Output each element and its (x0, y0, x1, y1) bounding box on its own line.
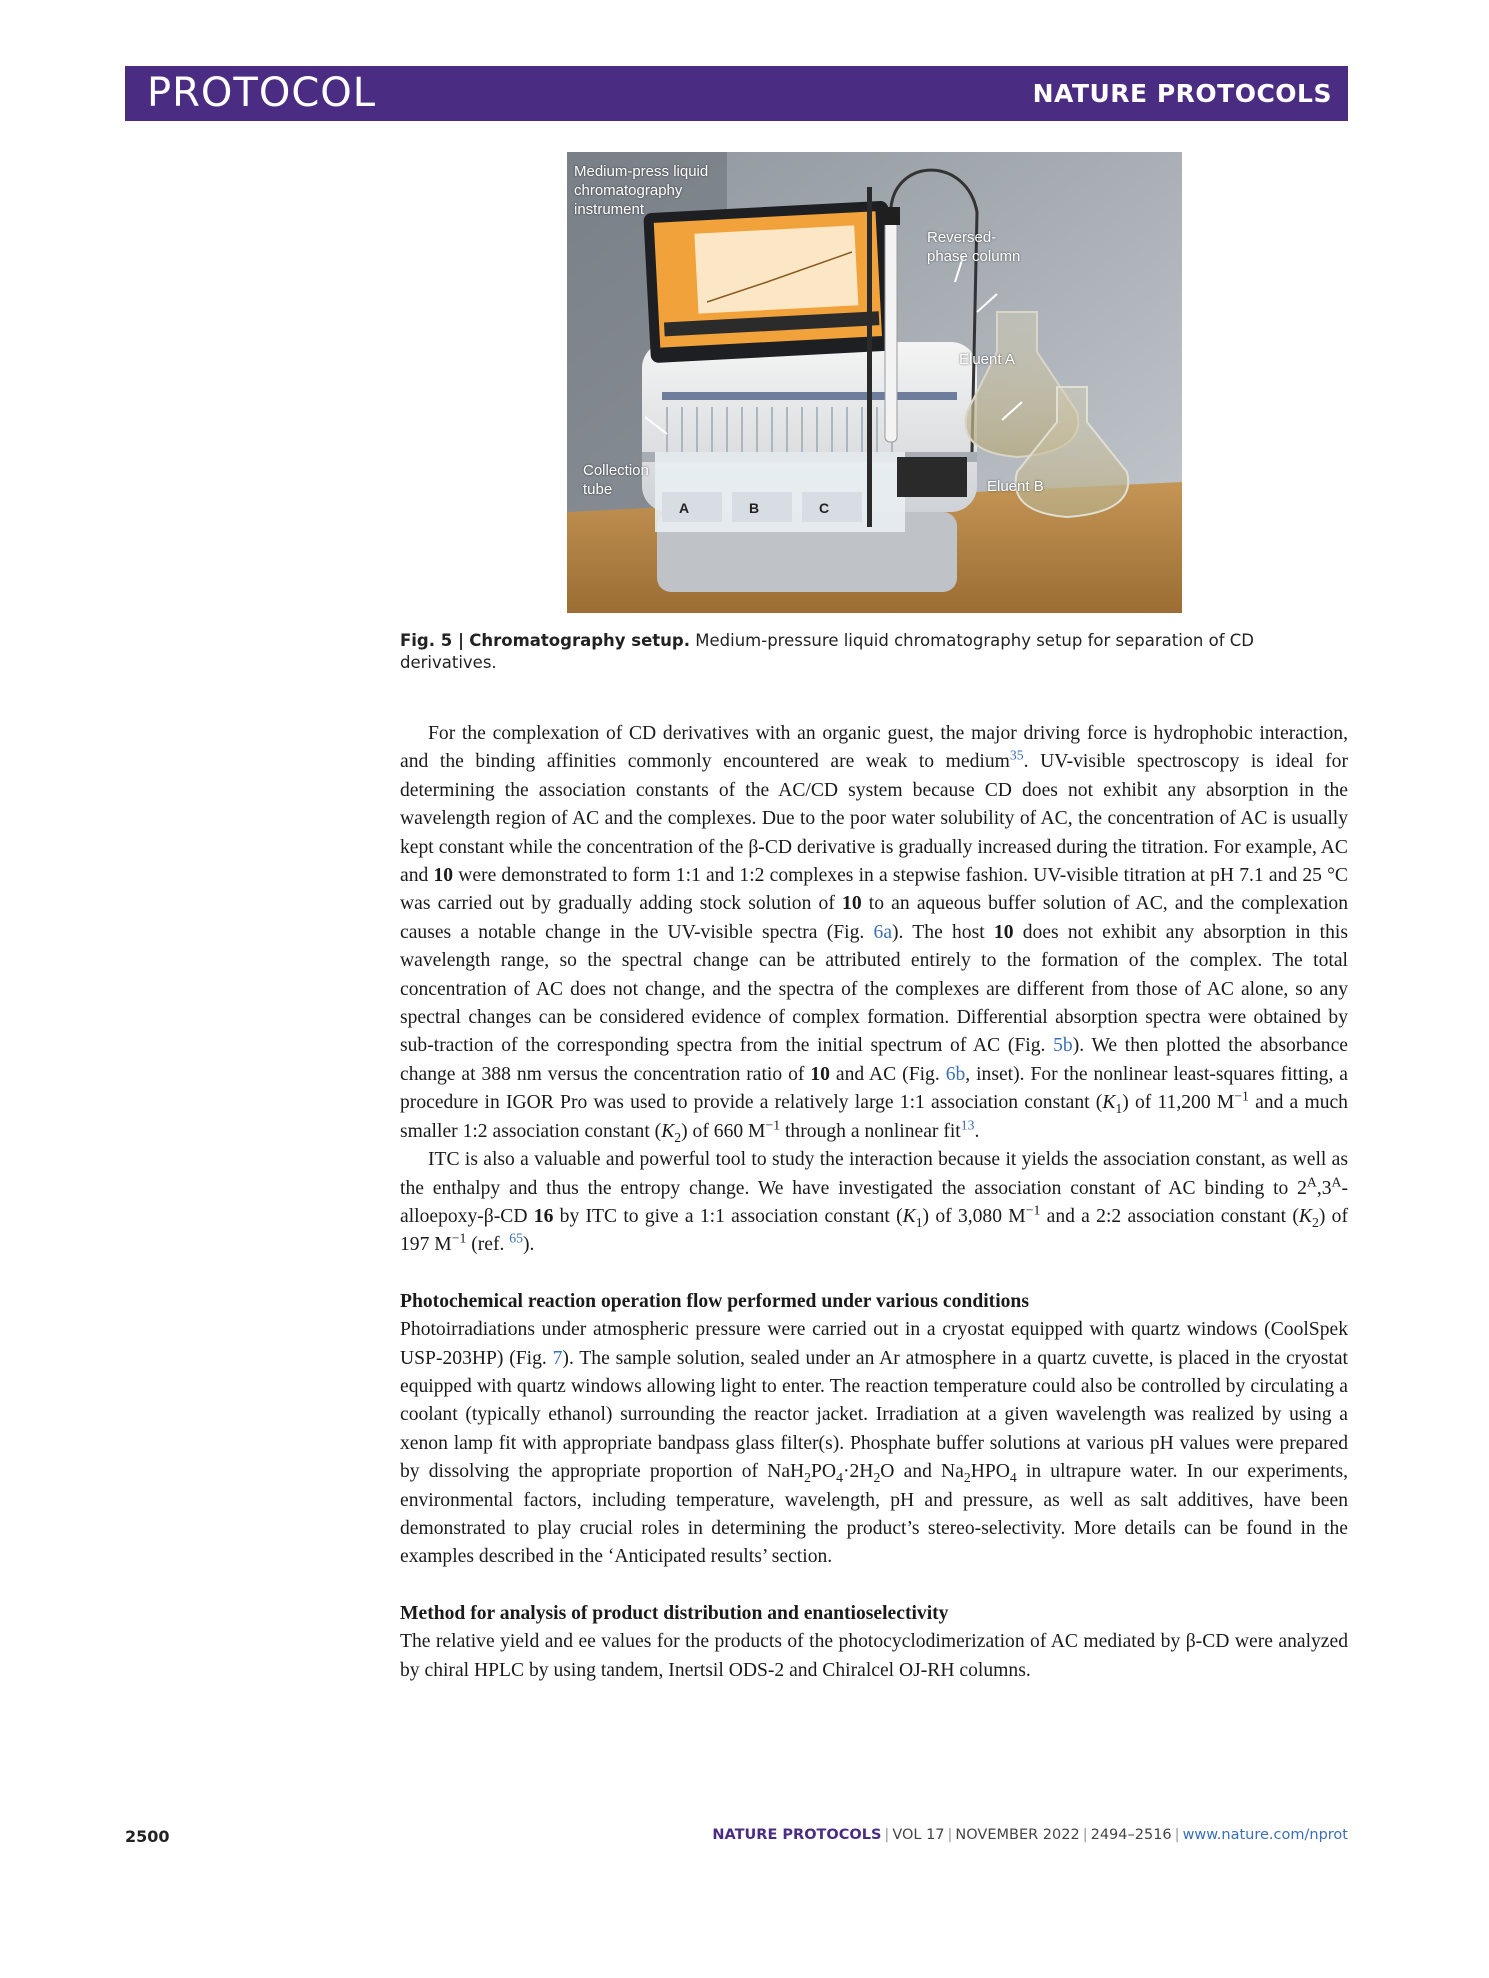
footer-date: NOVEMBER 2022 (955, 1827, 1080, 1843)
citation-link[interactable]: 65 (509, 1230, 524, 1246)
figure-link[interactable]: 6a (873, 921, 893, 943)
caption-figure-number: Fig. 5 | (400, 631, 465, 650)
footer-url[interactable]: www.nature.com/nprot (1182, 1827, 1348, 1843)
label-eluent-a: Eluent A (959, 351, 1015, 368)
page-number: 2500 (125, 1827, 170, 1846)
paragraph-itc: ITC is also a valuable and powerful tool to study the interaction because it yields the association constant, as well as the enthalpy and thus the entropy change. We have investigated the association constant of AC binding to $2^A,3^A-alloepoxy-\beta-CD$ 16 by ITC to give a 1:1 association constant $(K_1)$ of 3,080 $M^{-1}$ and a 2:2 association constant $(K_2)$ of 197 $M^{-1}$ (ref. $^{65}$). (400, 1149, 1348, 1256)
figure-link[interactable]: 7 (552, 1347, 563, 1369)
citation-link[interactable]: 13 (960, 1117, 975, 1133)
section-label: PROTOCOL (147, 70, 377, 116)
rack-letter-c: C (819, 500, 830, 516)
label-collection-tube: Collection tube (583, 462, 649, 498)
rack-letter-b: B (749, 500, 760, 516)
label-instrument: Medium-press liquid chromatography instrument (574, 163, 709, 218)
figure-5-photo (567, 152, 1182, 613)
article-body (400, 720, 1348, 1685)
figure-caption (400, 630, 1348, 674)
chromatography-setup-illustration (567, 152, 1182, 613)
figure-link[interactable]: 5b (1053, 1035, 1073, 1057)
heading-analysis-method: Method for analysis of product distribution and enantioselectivity (400, 1602, 949, 1624)
label-column: Reversed-phase column (927, 229, 1021, 265)
journal-name: NATURE PROTOCOLS (1032, 79, 1332, 108)
citation-link[interactable]: 35 (1009, 747, 1024, 763)
reversed-phase-column (885, 212, 897, 442)
rack-letter-a: A (679, 500, 690, 516)
stand-rod (867, 187, 872, 527)
caption-title: Chromatography setup. (469, 631, 691, 650)
footer-pages: 2494–2516 (1090, 1827, 1172, 1843)
figure-link[interactable]: 6b (945, 1063, 966, 1085)
footer-journal: NATURE PROTOCOLS (712, 1827, 882, 1843)
paragraph-hplc-analysis: The relative yield and ee values for the products of the photocyclodimerization of AC mediated by β-CD were analyzed by chiral HPLC by using tandem, Inertsil ODS-2 and Chiralcel OJ-RH columns. (400, 1631, 1348, 1681)
paragraph-photoirradiation: Photoirradiations under atmospheric pressure were carried out in a cryostat equipped with quartz windows (CoolSpek USP-203HP) (Fig. 7). The sample solution, sealed under an Ar atmosphere in a quartz cuvette, is placed in the cryostat equipped with quartz windows allowing light to enter. The reaction temperature could also be controlled by circulating a coolant (typically ethanol) surrounding the reactor jacket. Irradiation at a given wavelength was realized by using a xenon lamp fit with appropriate bandpass glass filter(s). Phosphate buffer solutions at various pH values were prepared by dissolving the appropriate proportion of $NaH_2PO_4\cdot 2H_2O$ and $Na_2HPO_4$ in ultrapure water. In our experiments, environmental factors, including temperature, wavelength, pH and pressure, as well as salt additives, have been demonstrated to play crucial roles in determining the product’s stereo-selectivity. More details can be found in the examples described in the ‘Anticipated results’ section. (400, 1319, 1349, 1568)
footer-citation: NATURE PROTOCOLS | VOL 17 | NOVEMBER 2022 | 2494–2516 | www.nature.com/nprot (712, 1827, 1348, 1843)
footer-volume: VOL 17 (892, 1827, 945, 1843)
caption-text: Medium-pressure liquid chromatography setup for separation of CD derivatives. (400, 631, 1254, 672)
paragraph-complexation: For the complexation of CD derivatives with an organic guest, the major driving force is hydrophobic interaction, and the binding affinities commonly encountered are weak to medium$^{35}$. UV-visible spectroscopy is ideal for determining the association constants of the AC/CD system because CD does not exhibit any absorption in the wavelength region of AC and the complexes. Due to the poor water solubility of AC, the concentration of AC is usually kept constant while the concentration of the β-CD derivative is gradually increased during the titration. For example, AC and 10 were demonstrated to form 1:1 and 1:2 complexes in a stepwise fashion. UV-visible titration at pH 7.1 and 25 °C was carried out by gradually adding stock solution of 10 to an aqueous buffer solution of AC, and the complexation causes a notable change in the UV-visible spectra (Fig. 6a). The host 10 does not exhibit any absorption in this wavelength range, so the spectral change can be attributed entirely to the formation of the complex. The total concentration of AC does not change, and the spectra of the complexes are different from those of AC alone, so any spectral changes can be considered evidence of complex formation. Differential absorption spectra were obtained by sub-traction of the corresponding spectra from the initial spectrum of AC (Fig. 5b). We then plotted the absorbance change at 388 nm versus the concentration ratio of 10 and AC (Fig. 6b, inset). For the nonlinear least-squares fitting, a procedure in IGOR Pro was used to provide a relatively large 1:1 association constant $(K_1)$ of 11,200 $M^{-1}$ and a much smaller 1:2 association constant $(K_2)$ of 660 $M^{-1}$ through a nonlinear fit$^{13}$. (400, 723, 1349, 1145)
label-eluent-b: Eluent B (987, 478, 1044, 495)
heading-photochemical-reaction: Photochemical reaction operation flow performed under various conditions (400, 1290, 1029, 1312)
header-banner (125, 66, 1348, 121)
